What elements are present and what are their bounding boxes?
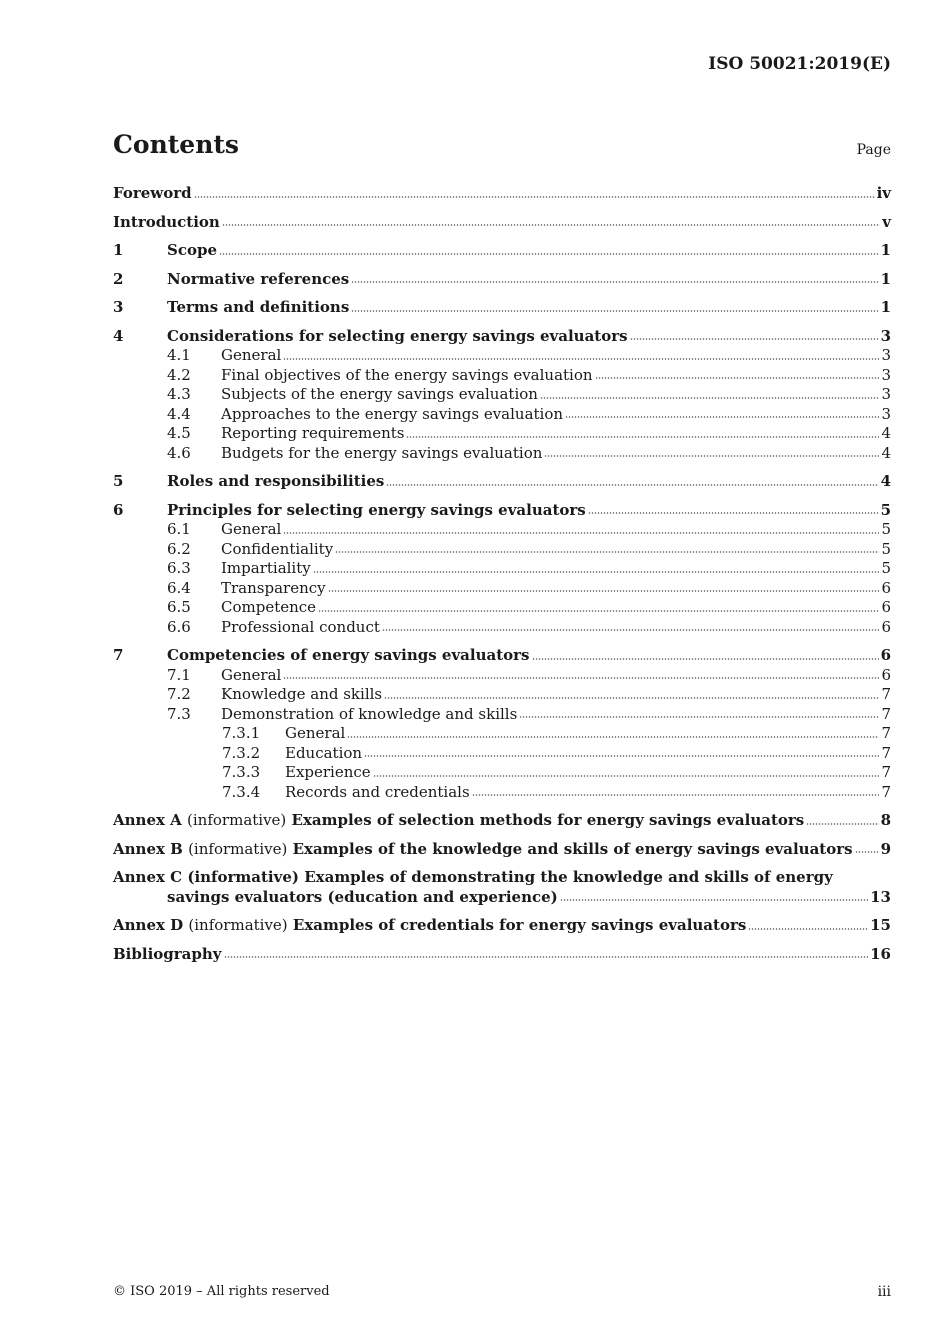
leader-dots [283, 676, 879, 680]
toc-entry-7[interactable] [113, 646, 891, 666]
toc-title-line1 [113, 868, 891, 888]
toc-entry-7-3-3[interactable] [113, 763, 891, 783]
toc-entry-6-2[interactable] [113, 540, 891, 560]
toc-entry-annex-b[interactable] [113, 840, 891, 860]
toc-title: Competence [221, 598, 317, 616]
annex-type: (informative) [188, 839, 288, 858]
toc-number: 4.3 [167, 385, 191, 403]
toc-page: 4 [880, 472, 891, 490]
toc-page: v [882, 212, 891, 231]
toc-title: Final objectives of the energy savings evaluation [221, 365, 593, 384]
toc-page: 7 [881, 724, 891, 742]
leader-dots [364, 754, 879, 758]
annex-title: Examples of the knowledge and skills of energy savings evaluators [292, 839, 853, 858]
leader-dots [560, 898, 868, 902]
toc-title: Normative references [167, 269, 350, 288]
toc-number: 6.4 [167, 578, 191, 597]
standard-id: ISO 50021:2019(E) [708, 54, 891, 74]
leader-dots [382, 628, 880, 632]
leader-dots [386, 483, 878, 487]
annex-type: (informative) [187, 811, 287, 829]
annex-title-cont: savings evaluators (education and experience) [167, 887, 558, 906]
toc-entry-4-2[interactable] [113, 366, 891, 386]
annex-type: (informative) [187, 868, 299, 886]
toc-page: 16 [870, 944, 891, 963]
toc-page: 3 [881, 346, 891, 364]
toc-title [113, 811, 804, 831]
toc-page: 7 [881, 763, 891, 781]
toc-number: 4.5 [167, 424, 191, 442]
toc-entry-4-3[interactable] [113, 385, 891, 405]
page-column-label: Page [856, 142, 891, 158]
toc-entry-3[interactable] [113, 298, 891, 318]
footer-copyright: © ISO 2019 – All rights reserved [113, 1284, 330, 1299]
toc-page: 7 [881, 743, 891, 762]
toc-title: Scope [167, 241, 218, 259]
toc-title: Terms and definitions [167, 298, 350, 316]
toc-page: 7 [881, 685, 891, 703]
toc-page: 6 [881, 665, 891, 684]
leader-dots [519, 715, 879, 719]
toc-number: 7.3 [167, 704, 191, 723]
toc-entry-6-6[interactable] [113, 618, 891, 638]
toc-number: 6.6 [167, 617, 191, 636]
toc-page: 6 [881, 598, 891, 616]
toc-entry-4-5[interactable] [113, 424, 891, 444]
toc-number: 4.1 [167, 346, 191, 364]
toc-entry-foreword[interactable] [113, 184, 891, 204]
toc-title: Reporting requirements [221, 424, 405, 442]
leader-dots [544, 454, 879, 458]
toc-entry-7-1[interactable] [113, 666, 891, 686]
leader-dots [373, 774, 880, 778]
toc-entry-7-3-4[interactable] [113, 783, 891, 803]
toc-title: Confidentiality [221, 539, 334, 558]
leader-dots [588, 511, 879, 515]
toc-entry-1[interactable] [113, 241, 891, 261]
toc-number: 6.1 [167, 520, 191, 538]
toc-page: 5 [881, 539, 891, 558]
annex-label: Annex B [113, 839, 183, 858]
annex-label: Annex D [113, 916, 184, 934]
leader-dots [194, 195, 875, 199]
toc-title: Budgets for the energy savings evaluation [221, 443, 543, 462]
toc-page: 13 [870, 887, 891, 906]
toc-number: 7.3.2 [222, 743, 261, 762]
toc-title: General [221, 346, 282, 364]
annex-label: Annex A [113, 811, 182, 829]
toc-title: General [221, 520, 282, 538]
toc-title: General [285, 724, 346, 742]
toc-entry-7-3-2[interactable] [113, 744, 891, 764]
toc-entry-7-3[interactable] [113, 705, 891, 725]
leader-dots [351, 309, 878, 313]
leader-dots [595, 376, 880, 380]
annex-title: Examples of credentials for energy savings evaluators [292, 916, 747, 934]
toc-entry-annex-d[interactable] [113, 916, 891, 936]
toc-page: 1 [880, 269, 891, 288]
toc-title [113, 840, 853, 860]
toc-page: 1 [880, 298, 891, 316]
toc-number: 4.4 [167, 404, 191, 423]
toc-number: 1 [113, 241, 124, 259]
leader-dots [318, 609, 879, 613]
toc-page: 6 [880, 646, 891, 664]
toc-number: 6.3 [167, 559, 191, 577]
table-of-contents [113, 184, 891, 964]
toc-entry-6-4[interactable] [113, 579, 891, 599]
toc-page: 6 [881, 617, 891, 636]
toc-entry-6-1[interactable] [113, 520, 891, 540]
toc-number: 7.1 [167, 665, 191, 684]
toc-page: 5 [881, 520, 891, 538]
toc-entry-7-3-1[interactable] [113, 724, 891, 744]
toc-number: 7.2 [167, 685, 191, 703]
toc-number: 4 [113, 326, 124, 345]
toc-number: 6 [113, 500, 124, 519]
toc-page: 5 [880, 500, 891, 519]
toc-entry-6[interactable] [113, 501, 891, 521]
toc-title: Records and credentials [285, 782, 470, 801]
toc-title: Competencies of energy savings evaluators [167, 646, 530, 664]
toc-page: 3 [881, 385, 891, 403]
toc-number: 7.3.1 [222, 724, 261, 742]
toc-title: Principles for selecting energy savings evaluators [167, 500, 586, 519]
leader-dots [540, 396, 880, 400]
footer-page-number: iii [877, 1284, 891, 1300]
leader-dots [283, 531, 879, 535]
toc-number: 5 [113, 472, 124, 490]
toc-entry-annex-c[interactable] [113, 868, 891, 907]
toc-number: 7 [113, 646, 124, 664]
toc-entry-bibliography[interactable] [113, 945, 891, 965]
leader-dots [855, 850, 879, 854]
toc-title: Bibliography [113, 944, 222, 963]
toc-page: 8 [880, 811, 891, 829]
toc-page: 15 [870, 916, 891, 934]
toc-page: 9 [880, 839, 891, 858]
annex-label: Annex C [113, 868, 183, 886]
leader-dots [630, 337, 879, 341]
toc-title-line2 [113, 888, 891, 908]
toc-page: 7 [881, 782, 891, 801]
toc-page: 6 [881, 578, 891, 597]
toc-entry-4-4[interactable] [113, 405, 891, 425]
toc-title: Considerations for selecting energy savings evaluators [167, 326, 628, 345]
toc-entry-2[interactable] [113, 270, 891, 290]
toc-title: Impartiality [221, 559, 311, 577]
leader-dots [565, 415, 879, 419]
toc-title [113, 916, 746, 936]
toc-title: Transparency [221, 578, 326, 597]
toc-entry-5[interactable] [113, 472, 891, 492]
toc-title: Approaches to the energy savings evaluation [221, 404, 564, 423]
toc-title: General [221, 665, 282, 684]
toc-number: 4.6 [167, 443, 191, 462]
leader-dots [806, 822, 878, 826]
toc-title: Foreword [113, 184, 192, 202]
toc-title: Education [285, 743, 363, 762]
annex-title: Examples of demonstrating the knowledge and skills of energy [304, 868, 833, 886]
toc-title: Experience [285, 763, 371, 781]
leader-dots [351, 280, 878, 284]
toc-number: 7.3.4 [222, 782, 261, 801]
toc-page: 5 [881, 559, 891, 577]
toc-page: 4 [881, 424, 891, 442]
toc-title: Subjects of the energy savings evaluation [221, 385, 538, 403]
leader-dots [472, 793, 880, 797]
toc-entry-introduction[interactable] [113, 213, 891, 233]
leader-dots [384, 696, 879, 700]
contents-heading: Contents [113, 130, 240, 159]
toc-page: 3 [880, 326, 891, 345]
toc-page: 4 [881, 443, 891, 462]
annex-type: (informative) [188, 916, 288, 934]
leader-dots [222, 223, 880, 227]
leader-dots [219, 252, 879, 256]
toc-title: Knowledge and skills [221, 685, 383, 703]
toc-title: Introduction [113, 212, 220, 231]
toc-number: 6.5 [167, 598, 191, 616]
toc-number: 6.2 [167, 539, 191, 558]
toc-title: Roles and responsibilities [167, 472, 385, 490]
toc-entry-6-3[interactable] [113, 559, 891, 579]
toc-page: 3 [881, 365, 891, 384]
toc-entry-annex-a[interactable] [113, 811, 891, 831]
leader-dots [283, 357, 879, 361]
leader-dots [532, 657, 879, 661]
leader-dots [748, 927, 868, 931]
toc-page: iv [876, 184, 891, 202]
toc-title: Professional conduct [221, 617, 380, 636]
toc-title: Demonstration of knowledge and skills [221, 704, 518, 723]
toc-entry-7-2[interactable] [113, 685, 891, 705]
leader-dots [224, 955, 869, 959]
toc-entry-4-1[interactable] [113, 346, 891, 366]
leader-dots [406, 435, 879, 439]
toc-page: 3 [881, 404, 891, 423]
toc-page: 7 [881, 704, 891, 723]
leader-dots [347, 735, 879, 739]
leader-dots [335, 550, 879, 554]
toc-number: 4.2 [167, 365, 191, 384]
toc-page: 1 [880, 241, 891, 259]
toc-number: 2 [113, 269, 124, 288]
leader-dots [328, 589, 880, 593]
toc-number: 3 [113, 298, 124, 316]
annex-title: Examples of selection methods for energy savings evaluators [291, 811, 805, 829]
toc-entry-6-5[interactable] [113, 598, 891, 618]
toc-entry-4[interactable] [113, 327, 891, 347]
toc-number: 7.3.3 [222, 763, 261, 781]
leader-dots [313, 570, 880, 574]
toc-entry-4-6[interactable] [113, 444, 891, 464]
